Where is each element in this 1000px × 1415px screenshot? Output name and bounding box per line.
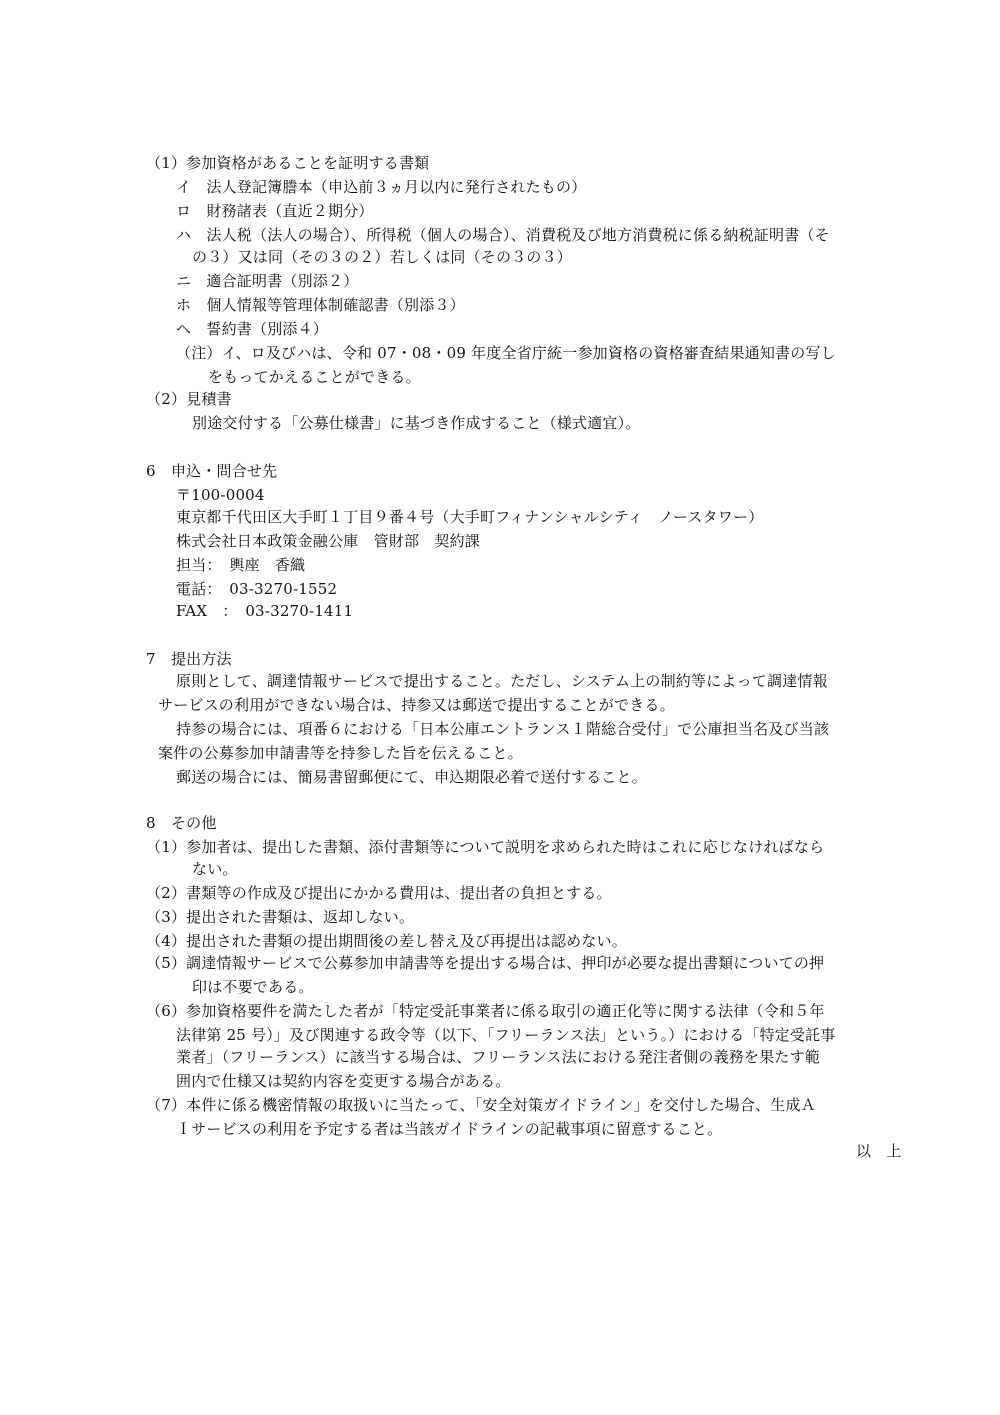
section-7-p1-line2: サービスの利用ができない場合は、持参又は郵送で提出することができる。 <box>158 696 675 714</box>
section-7-p2-line1: 持参の場合には、項番６における「日本公庫エントランス１階総合受付」で公庫担当名及び当該 <box>176 720 830 738</box>
list-item-i: イ 法人登記簿謄本（申込前３ヵ月以内に発行されたもの） <box>176 178 587 196</box>
list-item-ro: ロ 財務諸表（直近２期分） <box>176 202 374 220</box>
postal-code: 〒100-0004 <box>176 486 265 504</box>
note-line1: （注）イ、ロ及びハは、令和 07・08・09 年度全省庁統一参加資格の資格審査結果通知書の写し <box>176 344 836 362</box>
list-item-ni: ニ 適合証明書（別添２） <box>176 272 359 290</box>
other-item-2: （2）書類等の作成及び提出にかかる費用は、提出者の負担とする。 <box>146 884 612 902</box>
address: 東京都千代田区大手町１丁目９番４号（大手町フィナンシャルシティ ノースタワー） <box>176 508 764 526</box>
section-7-p1-line1: 原則として、調達情報サービスで提出すること。ただし、システム上の制約等によって調達情報 <box>176 672 828 690</box>
other-item-6-line1: （6）参加資格要件を満たした者が「特定受託事業者に係る取引の適正化等に関する法律（令和５年 <box>146 1002 825 1020</box>
list-item-he: へ 誓約書（別添４） <box>176 320 329 338</box>
other-item-1-line2: ない。 <box>192 860 238 878</box>
other-item-6-line3: 業者」（フリーランス）に該当する場合は、フリーランス法における発注者側の義務を果たす範 <box>176 1048 821 1066</box>
other-item-5-line1: （5）調達情報サービスで公募参加申請書等を提出する場合は、押印が必要な提出書類についての押 <box>146 954 825 972</box>
telephone: 電話： 03-3270-1552 <box>176 580 338 598</box>
list-item-ha-line1: ハ 法人税（法人の場合）、所得税（個人の場合）、消費税及び地方消費税に係る納税証明書（そ <box>176 226 830 244</box>
section-7-heading: 7 提出方法 <box>146 650 232 668</box>
other-item-5-line2: 印は不要である。 <box>192 978 314 996</box>
section-7-p3: 郵送の場合には、簡易書留郵便にて、申込期限必着で送付すること。 <box>176 768 647 786</box>
list-item-ho: ホ 個人情報等管理体制確認書（別添３） <box>176 296 465 314</box>
section-1-heading: （1）参加資格があることを証明する書類 <box>146 154 430 172</box>
note-line2: をもってかえることができる。 <box>208 368 421 386</box>
other-item-6-line4: 囲内で仕様又は契約内容を変更する場合がある。 <box>176 1072 511 1090</box>
closing-mark: 以 上 <box>856 1142 902 1160</box>
organization: 株式会社日本政策金融公庫 管財部 契約課 <box>176 532 481 550</box>
fax: FAX ： 03-3270-1411 <box>176 602 354 620</box>
section-7-p2-line2: 案件の公募参加申請書等を持参した旨を伝えること。 <box>158 744 523 762</box>
other-item-7-line2: Ｉサービスの利用を予定する者は当該ガイドラインの記載事項に留意すること。 <box>176 1120 723 1138</box>
section-8-heading: 8 その他 <box>146 814 217 832</box>
contact-person: 担当： 輿座 香織 <box>176 556 306 574</box>
list-item-ha-line2: の３）又は同（その３の２）若しくは同（その３の３） <box>192 248 573 266</box>
other-item-1-line1: （1）参加者は、提出した書類、添付書類等について説明を求められた時はこれに応じなければなら <box>146 838 825 856</box>
section-2-heading: （2）見積書 <box>146 390 232 408</box>
section-6-heading: 6 申込・問合せ先 <box>146 462 278 480</box>
other-item-7-line1: （7）本件に係る機密情報の取扱いに当たって、「安全対策ガイドライン」を交付した場合、生成Ａ <box>146 1096 816 1114</box>
other-item-3: （3）提出された書類は、返却しない。 <box>146 908 415 926</box>
section-2-body: 別途交付する「公募仕様書」に基づき作成すること（様式適宜）。 <box>192 414 641 432</box>
other-item-6-line2: 法律第 25 号）」及び関連する政令等（以下、「フリーランス法」という。）における「特定受託事 <box>176 1026 836 1044</box>
other-item-4: （4）提出された書類の提出期間後の差し替え及び再提出は認めない。 <box>146 932 627 950</box>
